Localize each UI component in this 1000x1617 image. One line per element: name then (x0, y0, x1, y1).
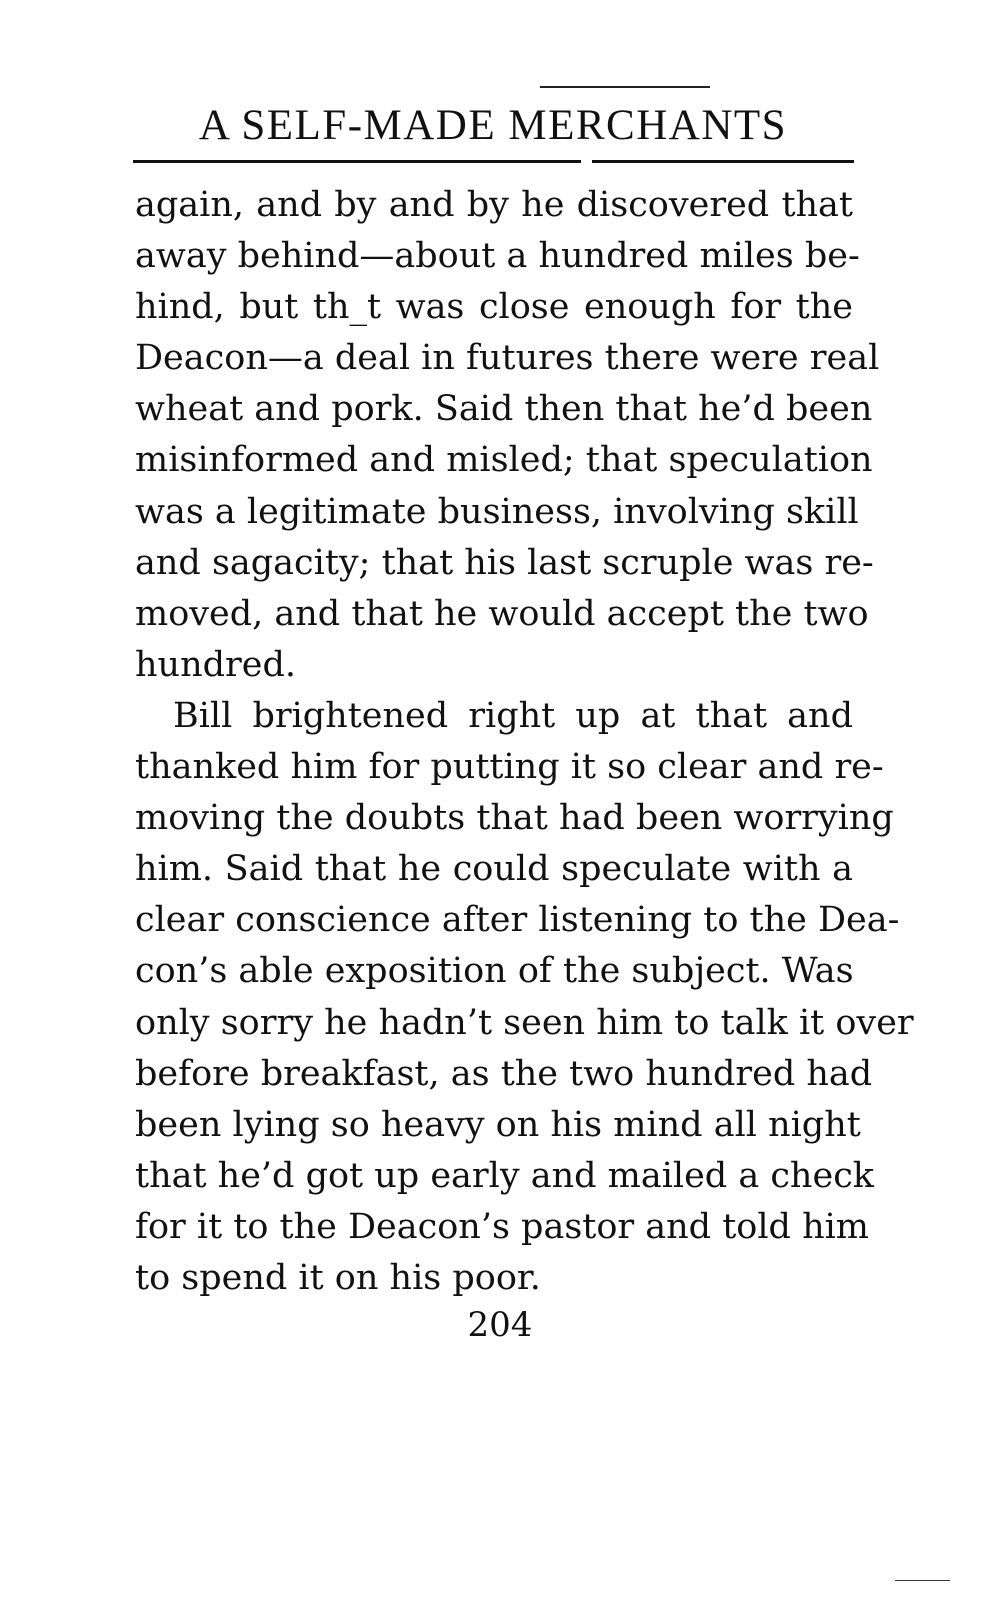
text-line: Deacon—a deal in futures there were real (135, 338, 880, 379)
text-line: only sorry he hadn’t seen him to talk it over (135, 1002, 914, 1043)
body-text (135, 180, 914, 1304)
text-line: clear conscience after listening to the Dea- (135, 900, 900, 941)
page-number: 204 (467, 1305, 533, 1345)
text-line: Bill brightened right up at that and (173, 695, 853, 736)
text-line: hind, but th_t was close enough for the (135, 287, 853, 328)
text-line: before breakfast, as the two hundred had (135, 1053, 873, 1094)
text-line: moved, and that he would accept the two (135, 593, 869, 634)
header-ornament-rule (540, 86, 710, 88)
header-rule-left (133, 160, 581, 163)
text-line: for it to the Deacon’s pastor and told him (135, 1206, 869, 1247)
corner-mark (895, 1580, 950, 1581)
text-line: that he’d got up early and mailed a check (135, 1155, 874, 1196)
text-line: again, and by and by he discovered that (135, 185, 853, 225)
text-line: him. Said that he could speculate with a (135, 849, 853, 890)
header-rule-right (592, 160, 854, 163)
text-line: thanked him for putting it so clear and re- (135, 747, 884, 788)
text-line: to spend it on his poor. (135, 1257, 541, 1298)
text-line: hundred. (135, 644, 297, 685)
text-line: and sagacity; that his last scruple was re- (135, 542, 874, 583)
running-head: A SELF-MADE MERCHANTS (198, 102, 788, 149)
text-line: was a legitimate business, involving skill (135, 491, 859, 532)
text-line: moving the doubts that had been worrying (135, 798, 894, 839)
text-line: con’s able exposition of the subject. Was (135, 951, 854, 992)
text-line: away behind—about a hundred miles be- (135, 236, 860, 277)
text-line: been lying so heavy on his mind all night (135, 1104, 861, 1145)
text-line: misinformed and misled; that speculation (135, 440, 873, 481)
text-line: wheat and pork. Said then that he’d been (135, 389, 873, 430)
